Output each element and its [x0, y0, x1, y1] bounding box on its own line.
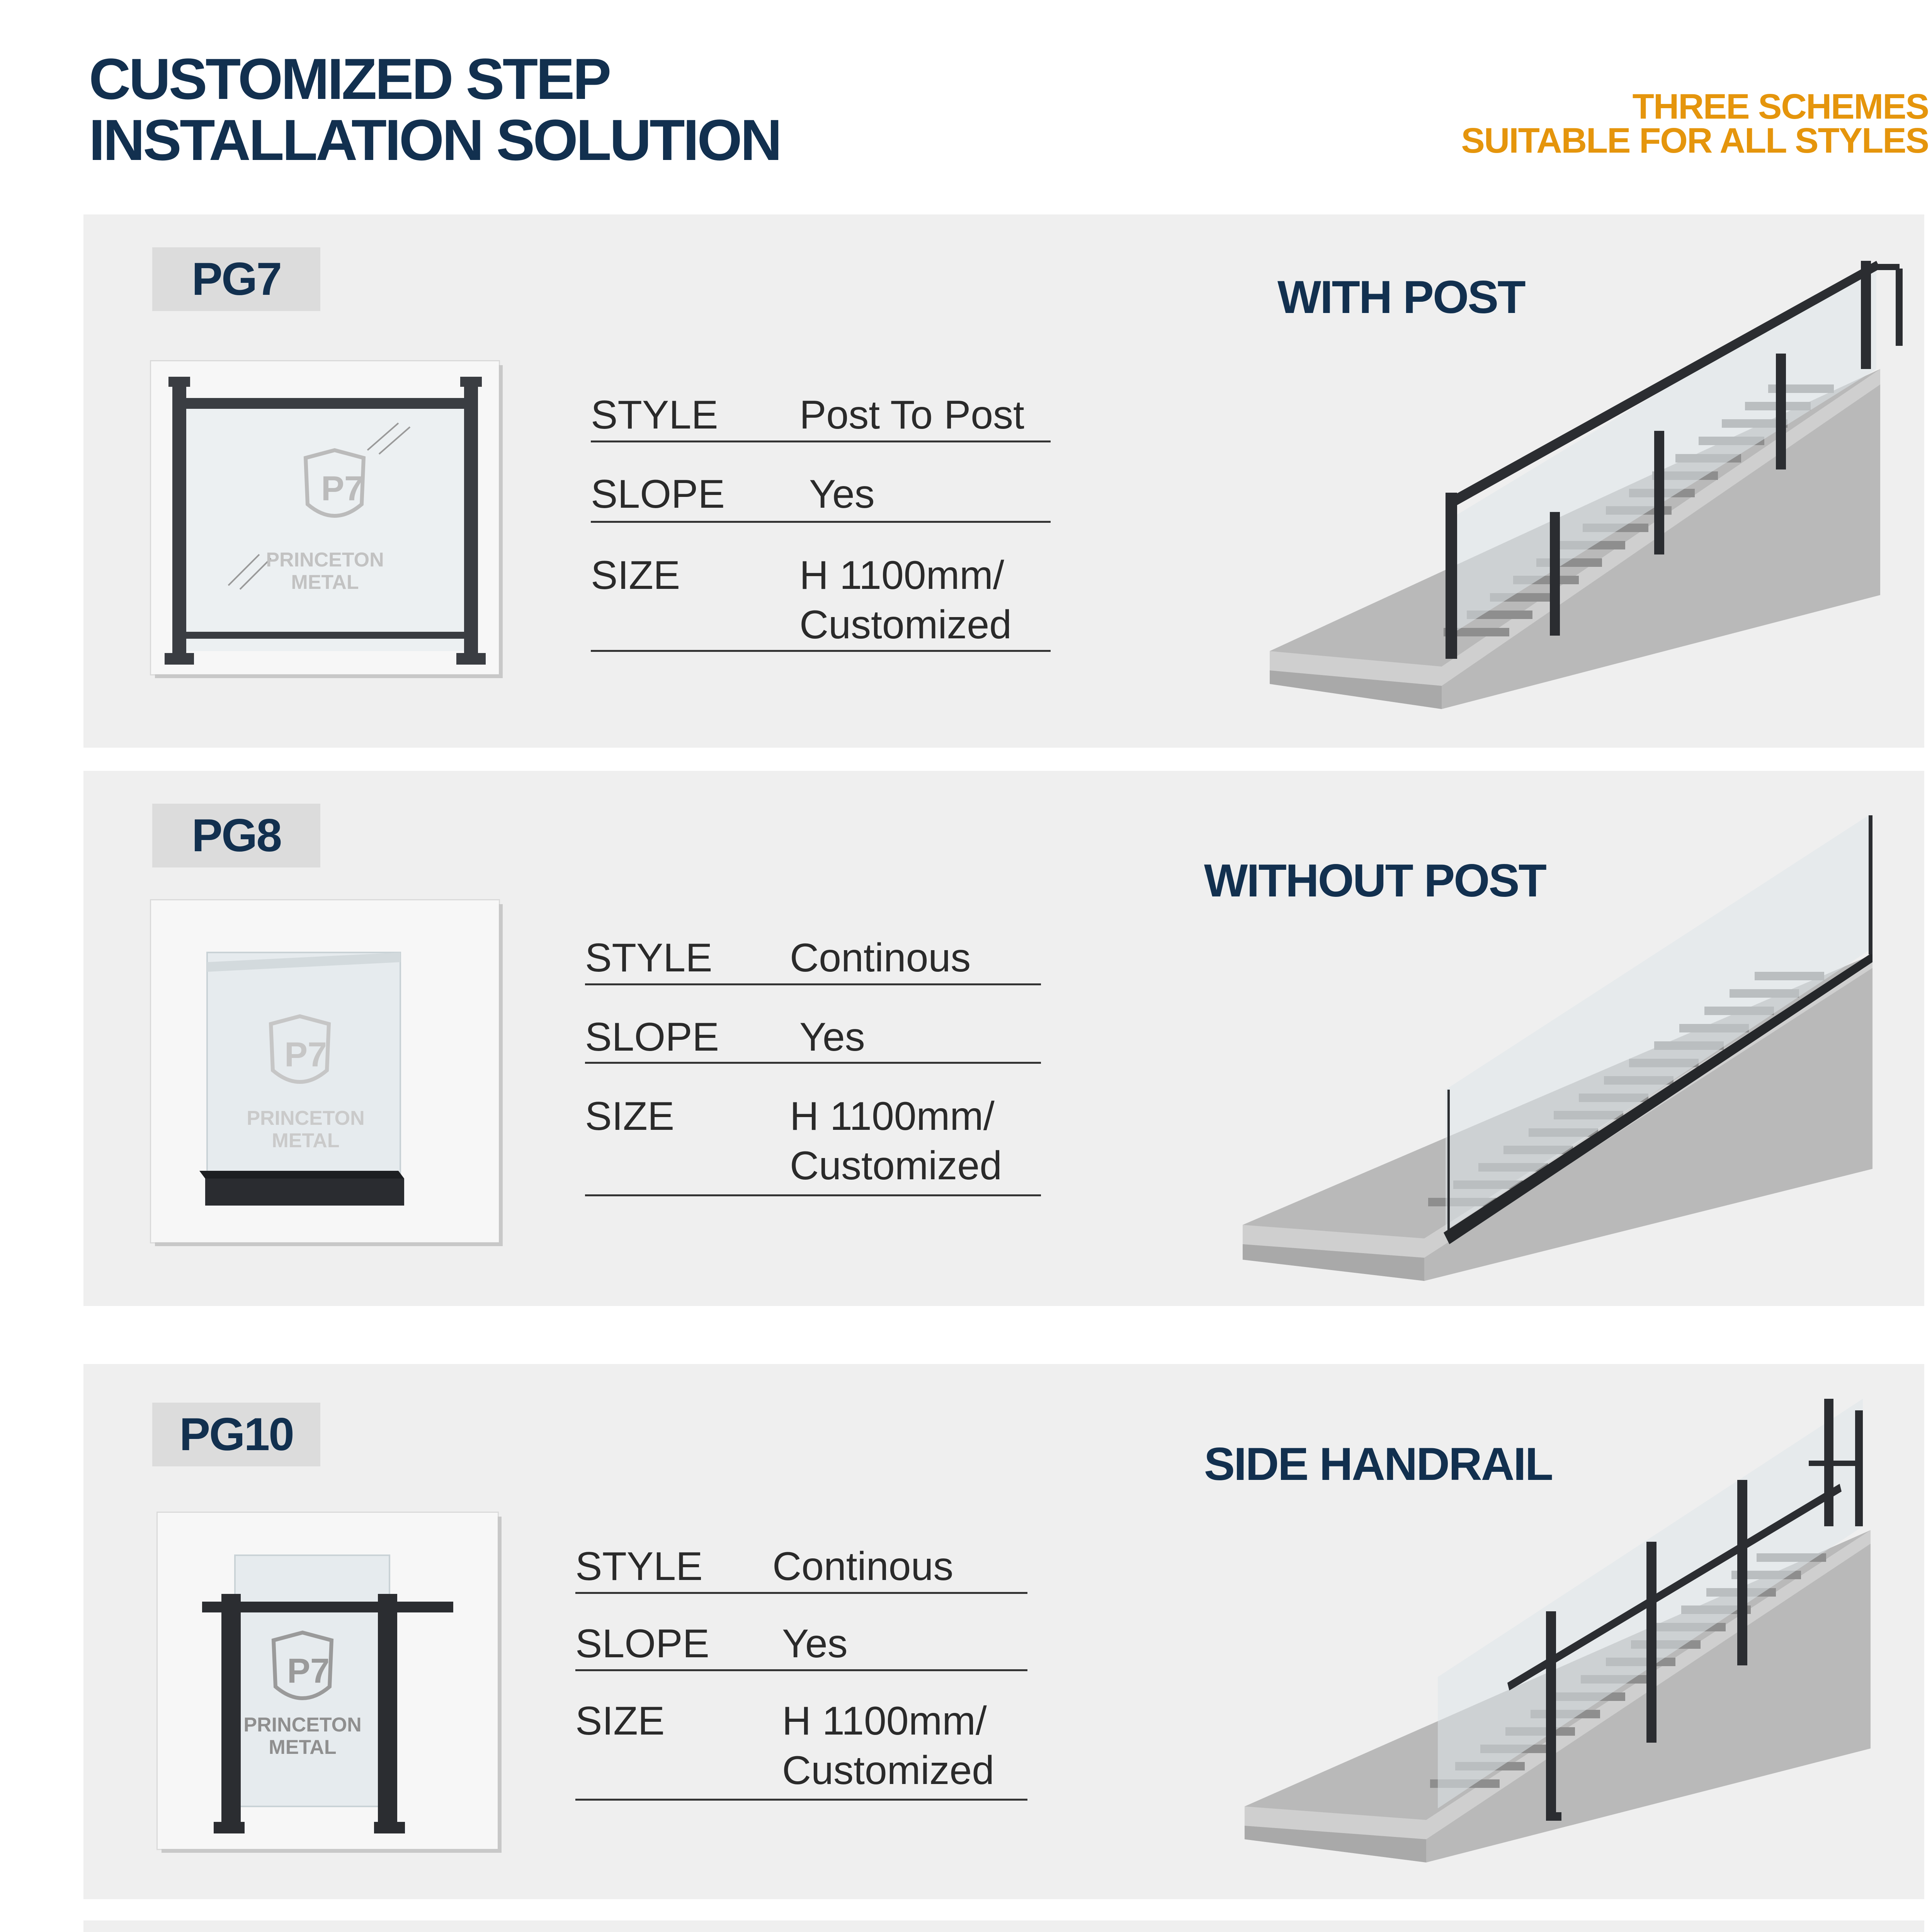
spec-table-pg8 — [585, 933, 1047, 1204]
spec-divider — [575, 1669, 1027, 1671]
watermark-text: PRINCETON METAL — [243, 1714, 362, 1759]
spec-divider — [591, 650, 1051, 652]
spec-size-label: SIZE — [591, 553, 680, 598]
spec-style-value: Post To Post — [799, 393, 1024, 437]
spec-style-value: Continous — [772, 1544, 954, 1589]
svg-text:P7: P7 — [321, 469, 364, 508]
svg-text:P7: P7 — [284, 1036, 327, 1074]
product-thumbnail-pg10[interactable] — [158, 1513, 498, 1849]
spec-divider — [585, 1062, 1041, 1064]
spec-table-pg7 — [591, 390, 1056, 647]
spec-slope-value: Yes — [782, 1621, 848, 1666]
spec-slope-label: SLOPE — [591, 472, 725, 517]
spec-slope-label: SLOPE — [585, 1015, 719, 1060]
spec-divider — [585, 983, 1041, 985]
spec-slope-label: SLOPE — [575, 1621, 709, 1666]
spec-divider — [575, 1592, 1027, 1594]
product-panel-pg7 — [83, 214, 1924, 748]
spec-style-label: STYLE — [591, 393, 718, 437]
spec-size-label: SIZE — [585, 1094, 675, 1139]
product-code: PG7 — [152, 247, 320, 311]
spec-style-label: STYLE — [585, 935, 713, 980]
watermark-text: PRINCETON METAL — [266, 549, 384, 594]
product-panel-pg8 — [83, 771, 1924, 1306]
product-thumbnail-pg8[interactable] — [151, 900, 499, 1242]
watermark-text: PRINCETON METAL — [247, 1107, 365, 1152]
frameless-glass-panel-icon — [151, 900, 499, 1242]
spec-divider — [585, 1194, 1041, 1196]
spec-divider — [591, 440, 1051, 442]
spec-divider — [575, 1799, 1027, 1801]
spec-slope-value: Yes — [809, 472, 875, 517]
product-thumbnail-pg7[interactable] — [151, 361, 499, 674]
post-glass-panel-icon — [151, 361, 499, 674]
staircase-without-post-illustration[interactable] — [1235, 808, 1892, 1287]
staircase-side-handrail-illustration[interactable] — [1237, 1383, 1894, 1882]
scheme-title: WITHOUT POST — [1204, 855, 1546, 906]
spec-size-value: H 1100mm/ Customized — [782, 1699, 995, 1793]
spec-size-value: H 1100mm/ Customized — [799, 553, 1012, 647]
spec-divider — [591, 521, 1051, 523]
spec-slope-value: Yes — [799, 1015, 865, 1060]
staircase-with-post-illustration[interactable] — [1262, 245, 1903, 728]
spec-table-pg10 — [575, 1542, 1035, 1812]
scheme-title: SIDE HANDRAIL — [1204, 1438, 1553, 1490]
color-contact-panel — [83, 1920, 1924, 1932]
product-code: PG8 — [152, 804, 320, 867]
spec-size-value: H 1100mm/ Customized — [790, 1094, 1002, 1188]
spec-size-label: SIZE — [575, 1699, 665, 1743]
spec-style-value: Continous — [790, 935, 971, 980]
scheme-tagline: THREE SCHEMES SUITABLE FOR ALL STYLES — [1461, 87, 1929, 160]
product-code: PG10 — [152, 1403, 320, 1466]
svg-text:P7: P7 — [287, 1652, 330, 1690]
side-handrail-panel-icon — [158, 1513, 498, 1849]
scheme-title: WITH POST — [1277, 271, 1525, 323]
product-panel-pg10 — [83, 1364, 1924, 1899]
spec-style-label: STYLE — [575, 1544, 703, 1589]
page-title: CUSTOMIZED STEP INSTALLATION SOLUTION — [89, 46, 781, 172]
